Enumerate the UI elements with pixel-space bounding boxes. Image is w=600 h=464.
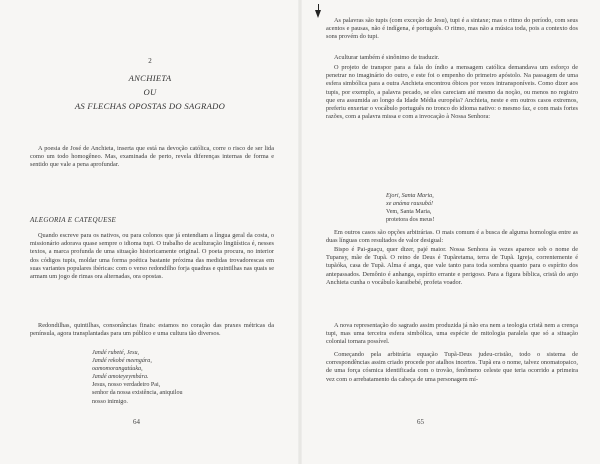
page-number-right: 65 [417,418,424,426]
verse-line: protetora dos meus! [386,217,435,224]
verse-line: xe anáma rausubá! [386,201,434,208]
verse-line: Jandé amoteyeymbára. [92,374,149,381]
chapter-title-line-3: AS FLECHAS OPOSTAS DO SAGRADO [74,101,226,111]
right-paragraph-2: Aculturar também é sinônimo de traduzir. [334,54,440,61]
right-paragraph-4: Em outros casos são opções arbitrárias. O mais comum é a busca de alguma homologia entre as duas línguas com resultados de valor desigual: [326,229,578,245]
intro-paragraph: A poesia de José de Anchieta, inserta que está na devoção católica, corre o risco de ser lida como um todo homogêneo. Mas, examinada de perto, revela diferenças internas de forma e sentido que vale a pena aprofundar. [30,145,274,169]
body-paragraph-2: Redondilhas, quintilhas, consonâncias finais: estamos no coração das praxes métricas da península, agora transplantadas para um público e uma cultura tão diversos. [30,322,274,338]
right-paragraph-3: O projeto de transpor para a fala do índio a mensagem católica demandava um esforço de penetrar no imaginário do outro, e este foi o empenho do primeiro apóstolo. Na passagem de uma esfera simbólica para a outra Anchieta encontrou óbices por vezes intransponíveis. Como dizer aos tupis, por exemplo, a palavra pecado, se eles careciam até mesmo da noção, ou menos no registro que era assumida ao longo da Idade Média européia? Anchieta, neste e em outros casos extremos, preferiu enxertar o vocábulo português no tronco do idioma nativo: o mesmo faz, e com mais fortes razões, com a palavra missa e com a invocação à Nossa Senhora: [326,64,578,121]
body-paragraph-1: Quando escreve para os nativos, ou para colonos que já entendiam a língua geral da costa, o missionário adorava quase sempre o idioma tupi. O trabalho de aculturação lingüística é, nesses textos, a marca profunda de uma situação historicamente original. O poeta procura, no interior dos códigos tupis, moldar uma forma poética bastante próxima das medidas trovadorescas em suas variantes populares ibéricas: com o verso redondilho forja quadras e quintilhas nas quais se armam um jogo de rimas ora alternadas, ora opostas. [30,232,274,281]
chapter-title-line-2: OU [143,87,157,97]
verse-line: Ejori, Santa Maria, [386,193,434,199]
verse-line: Jesus, nosso verdadeiro Pai, [92,382,161,389]
verse-line: senhor da nossa existência, aniquilou [92,390,183,397]
verse-line: Jandé rubeté, Jesu, [92,350,140,356]
right-paragraph-1: As palavras são tupis (com exceção de Jesu), tupi é a sintaxe; mas o ritmo do período, com seus acentos e pausas, não é indígena, é português. O ritmo, mas não a música toda, pois a contexto dos sons provém do tupi. [326,17,578,41]
verse-line: oamomorangatúuka, [92,366,143,373]
right-paragraph-5: Bispo é Pai-guaçu, quer dizer, pajé maior. Nossa Senhora às vezes aparece sob o nome de Tupansy, mãe de Tupã. O reino de Deus é Tupãretama, terra de Tupã. Igreja, correntemente é tupãóka, casa de Tupã. Alma é anga, que vale tanto para toda sombra quanto para o espírito dos antepassados. Demônio é anhanga, espírito errante e perigoso. Para a figura bíblica, cristã do anjo Anchieta cunha o vocábulo karaibebé, profeta voador. [326,246,578,286]
page-number-left: 64 [133,418,140,426]
chapter-title-line-1: ANCHIETA [128,73,172,83]
section-heading: ALEGORIA E CATEQUESE [30,216,117,224]
right-paragraph-7: Começando pela arbitrária equação Tupã-Deus judeu-cristão, todo o sistema de correspondências assim criado procede por atalhos incertos. Tupã era o nome, talvez onomatopaico, de uma força cósmica identificada com o trovão, fenômeno celeste que teria ocorrido a primeira vez com o arrebatamento da cabeça de uma personagem mí- [326,351,578,383]
verse-line: Vem, Santa Maria, [386,209,432,216]
verse-line: nosso inimigo. [92,398,128,405]
chapter-number: 2 [148,57,152,65]
right-page [300,0,600,464]
invocation-verse [386,192,434,224]
verse-line: Jandé rekobé meengára, [92,358,152,365]
right-paragraph-6: A nova representação do sagrado assim produzida já não era nem a teologia cristã nem a crença tupi, mas uma terceira esfera simbólica, uma espécie de mitologia paralela que só a situação colonial tornara possível. [326,322,578,346]
tupi-verse [92,349,183,406]
